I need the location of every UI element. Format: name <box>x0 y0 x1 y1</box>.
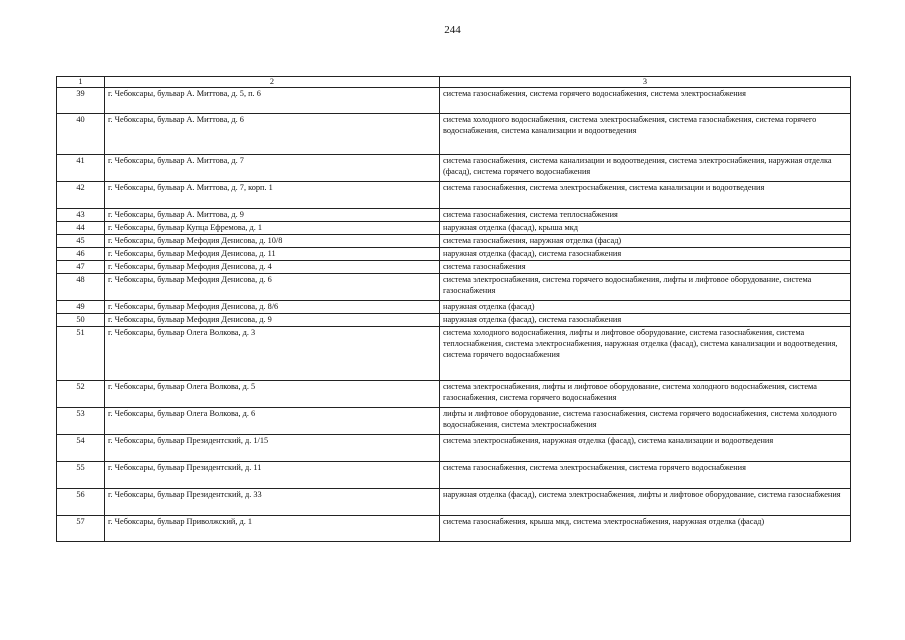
table-row <box>57 489 851 516</box>
address-cell: г. Чебоксары, бульвар Мефодия Денисова, д. 11 <box>105 248 440 261</box>
address-cell: г. Чебоксары, бульвар Мефодия Денисова, д. 4 <box>105 261 440 274</box>
table-row <box>57 182 851 209</box>
row-number: 43 <box>57 209 105 222</box>
address-cell: г. Чебоксары, бульвар А. Миттова, д. 5, п. 6 <box>105 88 440 114</box>
header-col-2: 2 <box>105 77 440 88</box>
address-cell: г. Чебоксары, бульвар Мефодия Денисова, д. 9 <box>105 314 440 327</box>
address-cell: г. Чебоксары, бульвар Олега Волкова, д. 3 <box>105 327 440 381</box>
systems-cell: наружная отделка (фасад) <box>440 301 851 314</box>
row-number: 50 <box>57 314 105 327</box>
table-row <box>57 327 851 381</box>
address-cell: г. Чебоксары, бульвар Президентский, д. 1/15 <box>105 435 440 462</box>
table-row <box>57 462 851 489</box>
row-number: 41 <box>57 155 105 182</box>
systems-cell: система электроснабжения, наружная отделка (фасад), система канализации и водоотведения <box>440 435 851 462</box>
row-number: 52 <box>57 381 105 408</box>
registry-table <box>56 76 851 542</box>
address-cell: г. Чебоксары, бульвар А. Миттова, д. 7 <box>105 155 440 182</box>
systems-cell: система газоснабжения, наружная отделка (фасад) <box>440 235 851 248</box>
address-cell: г. Чебоксары, бульвар Президентский, д. 33 <box>105 489 440 516</box>
systems-cell: наружная отделка (фасад), система электроснабжения, лифты и лифтовое оборудование, система газоснабжения <box>440 489 851 516</box>
row-number: 51 <box>57 327 105 381</box>
row-number: 54 <box>57 435 105 462</box>
address-cell: г. Чебоксары, бульвар Олега Волкова, д. 5 <box>105 381 440 408</box>
row-number: 42 <box>57 182 105 209</box>
systems-cell: система газоснабжения, система электроснабжения, система горячего водоснабжения <box>440 462 851 489</box>
row-number: 57 <box>57 516 105 542</box>
systems-cell: система газоснабжения, система канализации и водоотведения, система электроснабжения, наружная отделка (фасад), система горячего водоснабжения <box>440 155 851 182</box>
systems-cell: система газоснабжения, система электроснабжения, система канализации и водоотведения <box>440 182 851 209</box>
systems-cell: лифты и лифтовое оборудование, система газоснабжения, система горячего водоснабжения, система холодного водоснабжения, система электроснабжения <box>440 408 851 435</box>
row-number: 53 <box>57 408 105 435</box>
header-col-3: 3 <box>440 77 851 88</box>
systems-cell: система электроснабжения, лифты и лифтовое оборудование, система холодного водоснабжения, система газоснабжения, система горячего водоснабжения <box>440 381 851 408</box>
table-row <box>57 155 851 182</box>
address-cell: г. Чебоксары, бульвар Мефодия Денисова, д. 6 <box>105 274 440 301</box>
table-row <box>57 114 851 155</box>
table-row <box>57 301 851 314</box>
systems-cell: наружная отделка (фасад), крыша мкд <box>440 222 851 235</box>
address-cell: г. Чебоксары, бульвар Купца Ефремова, д. 1 <box>105 222 440 235</box>
row-number: 44 <box>57 222 105 235</box>
systems-cell: система холодного водоснабжения, лифты и лифтовое оборудование, система газоснабжения, система теплоснабжения, система электроснабжения, наружная отделка (фасад), система канализации и водоотведения, система горячего водоснабжения <box>440 327 851 381</box>
row-number: 46 <box>57 248 105 261</box>
row-number: 48 <box>57 274 105 301</box>
address-cell: г. Чебоксары, бульвар Мефодия Денисова, д. 8/6 <box>105 301 440 314</box>
table-row <box>57 408 851 435</box>
table-row <box>57 222 851 235</box>
row-number: 49 <box>57 301 105 314</box>
address-cell: г. Чебоксары, бульвар Президентский, д. 11 <box>105 462 440 489</box>
address-cell: г. Чебоксары, бульвар А. Миттова, д. 7, корп. 1 <box>105 182 440 209</box>
address-cell: г. Чебоксары, бульвар Мефодия Денисова, д. 10/8 <box>105 235 440 248</box>
systems-cell: система электроснабжения, система горячего водоснабжения, лифты и лифтовое оборудование, система газоснабжения <box>440 274 851 301</box>
header-col-1: 1 <box>57 77 105 88</box>
systems-cell: система газоснабжения, система горячего водоснабжения, система электроснабжения <box>440 88 851 114</box>
address-cell: г. Чебоксары, бульвар Олега Волкова, д. 6 <box>105 408 440 435</box>
systems-cell: наружная отделка (фасад), система газоснабжения <box>440 314 851 327</box>
systems-cell: система холодного водоснабжения, система электроснабжения, система газоснабжения, система горячего водоснабжения, система канализации и водоотведения <box>440 114 851 155</box>
row-number: 45 <box>57 235 105 248</box>
table-row <box>57 516 851 542</box>
table-row <box>57 381 851 408</box>
table-row <box>57 274 851 301</box>
table-row <box>57 88 851 114</box>
header-row <box>57 77 851 88</box>
row-number: 40 <box>57 114 105 155</box>
table-row <box>57 235 851 248</box>
row-number: 39 <box>57 88 105 114</box>
address-cell: г. Чебоксары, бульвар А. Миттова, д. 6 <box>105 114 440 155</box>
row-number: 47 <box>57 261 105 274</box>
address-cell: г. Чебоксары, бульвар А. Миттова, д. 9 <box>105 209 440 222</box>
systems-cell: система газоснабжения, система теплоснабжения <box>440 209 851 222</box>
row-number: 55 <box>57 462 105 489</box>
table-row <box>57 435 851 462</box>
address-cell: г. Чебоксары, бульвар Приволжский, д. 1 <box>105 516 440 542</box>
table-row <box>57 261 851 274</box>
table-row <box>57 314 851 327</box>
row-number: 56 <box>57 489 105 516</box>
page-number: 244 <box>444 24 461 36</box>
systems-cell: наружная отделка (фасад), система газоснабжения <box>440 248 851 261</box>
table-row <box>57 248 851 261</box>
table-row <box>57 209 851 222</box>
systems-cell: система газоснабжения, крыша мкд, система электроснабжения, наружная отделка (фасад) <box>440 516 851 542</box>
systems-cell: система газоснабжения <box>440 261 851 274</box>
